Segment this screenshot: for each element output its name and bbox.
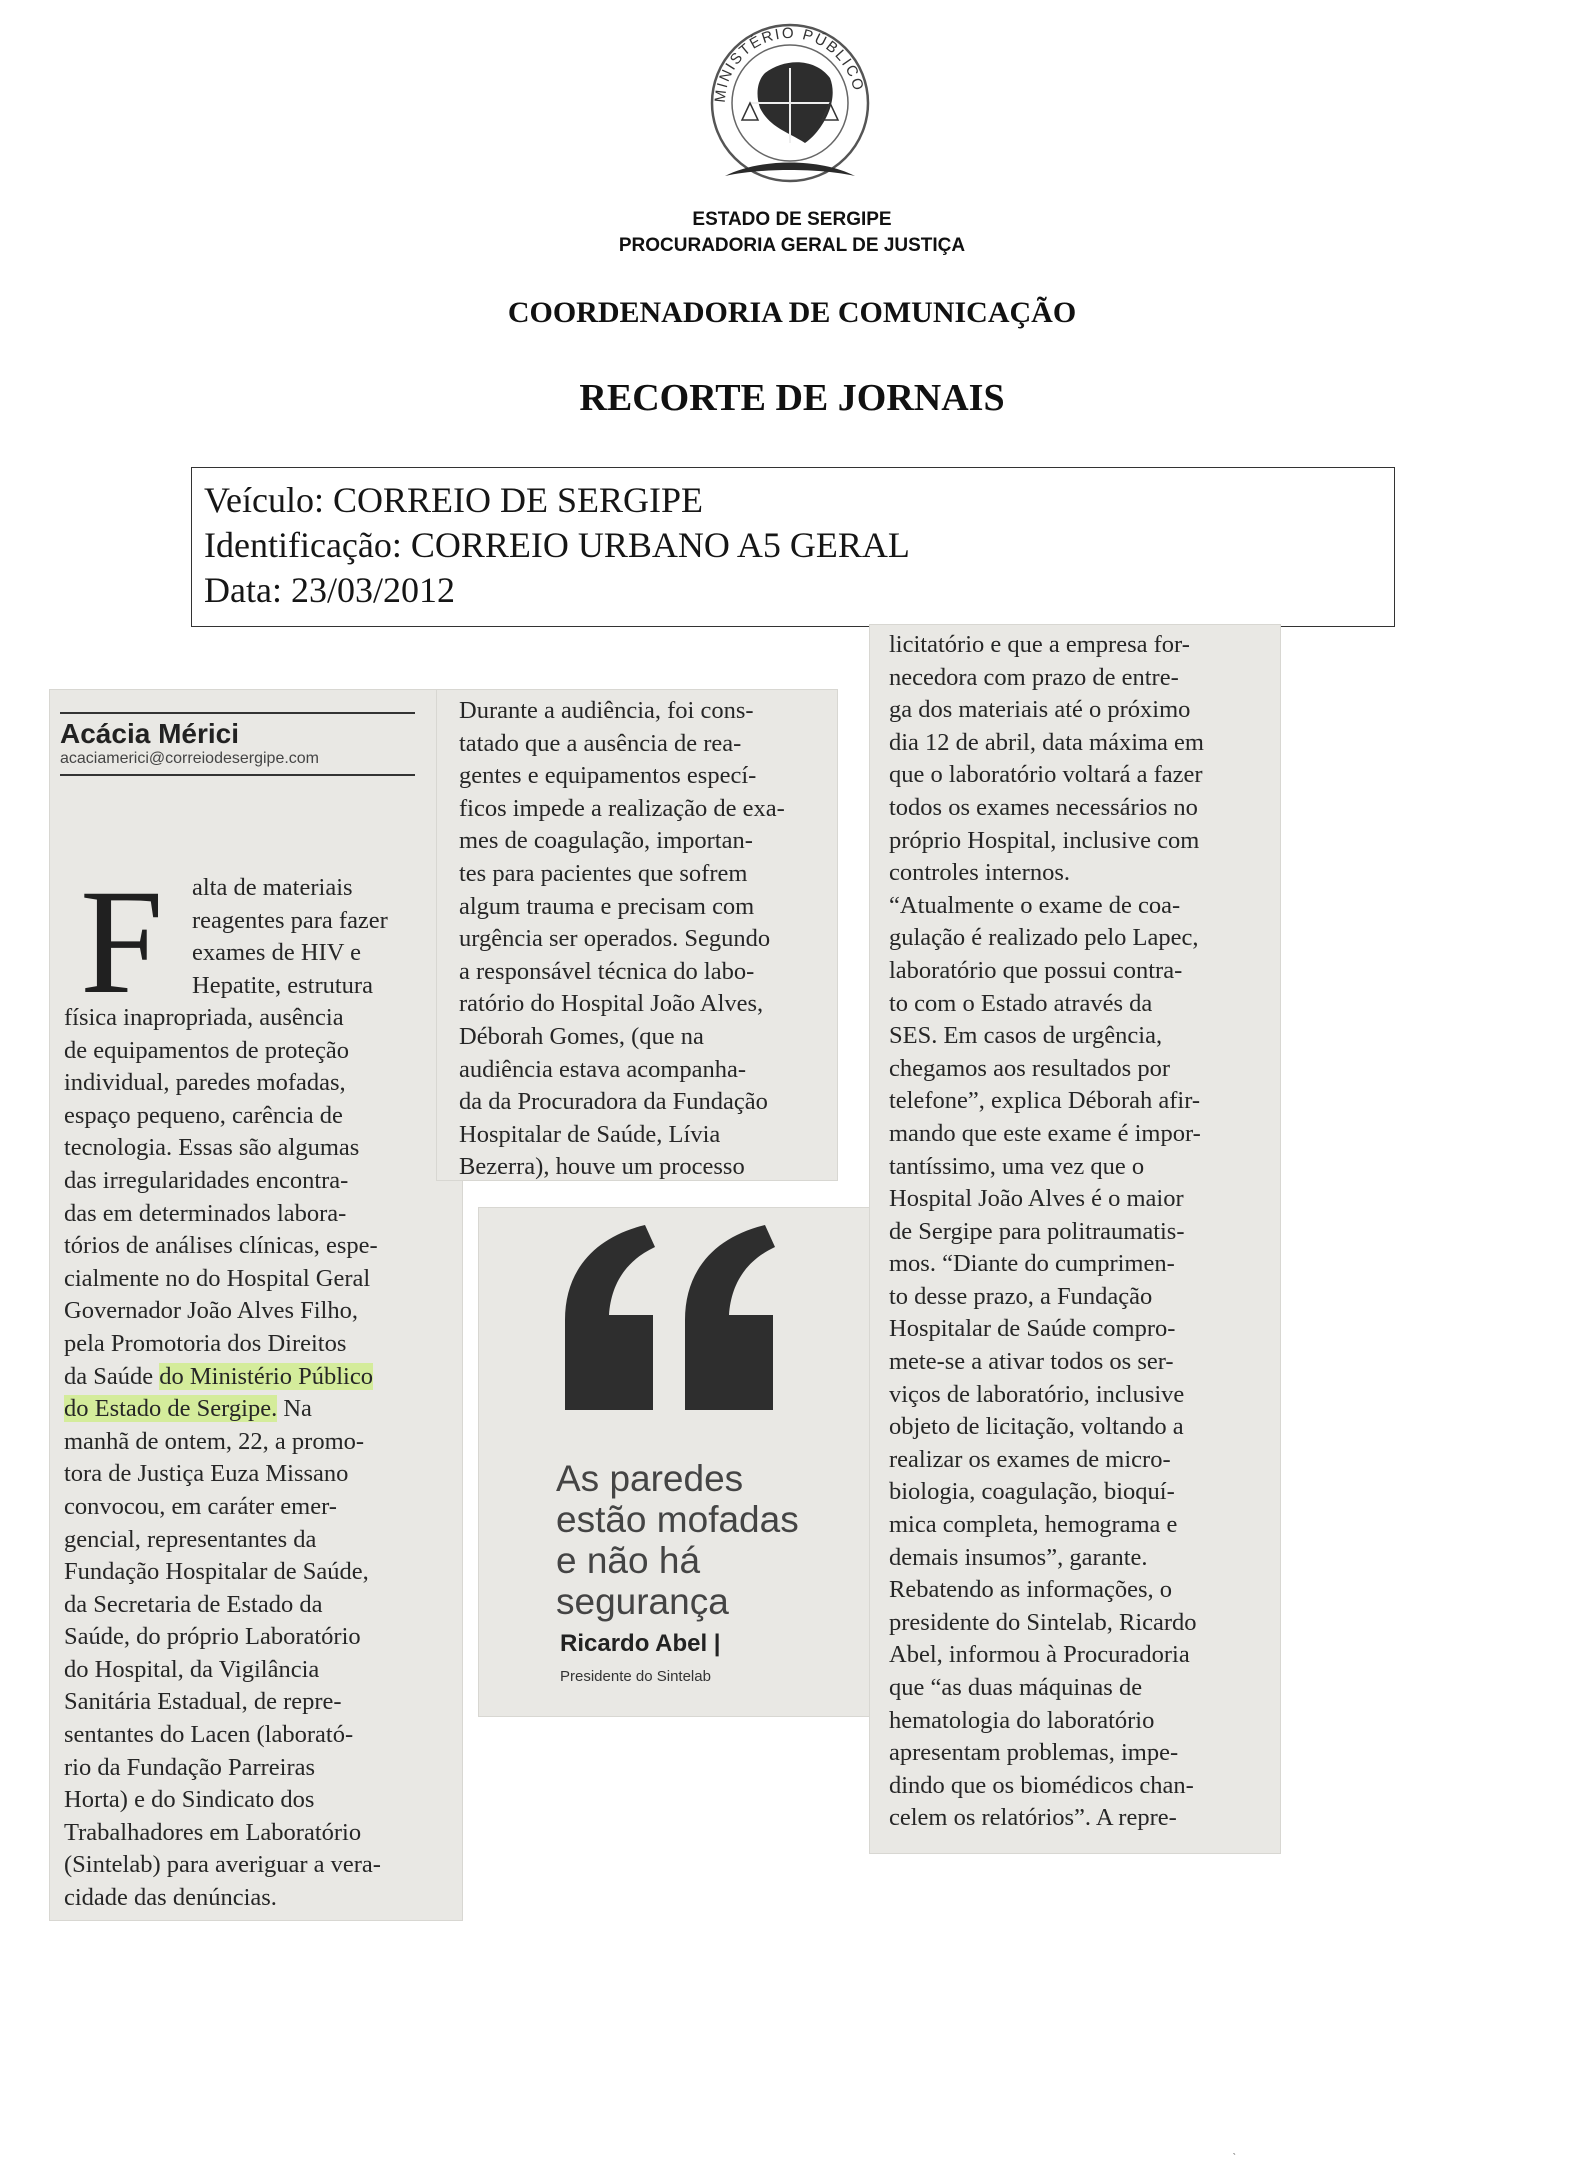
text-line: Hospitalar de Saúde compro- (889, 1315, 1176, 1343)
text-line: próprio Hospital, inclusive com (889, 826, 1200, 854)
text-line: física inapropriada, ausência (64, 1004, 344, 1031)
text-line: ga dos materiais até o próximo (889, 696, 1191, 724)
info-veiculo: Veículo: CORREIO DE SERGIPE (204, 480, 703, 520)
text-line: controles internos. (889, 859, 1070, 887)
text-line: que “as duas máquinas de (889, 1674, 1143, 1701)
text-line: ficos impede a realização de exa- (459, 794, 785, 822)
text-line: tantíssimo, uma vez que o (889, 1152, 1145, 1180)
text-line: viços de laboratório, inclusive (889, 1380, 1185, 1408)
text-line: laboratório que possui contra- (889, 956, 1183, 984)
text-line: a responsável técnica do labo- (459, 957, 755, 985)
text-line: do Hospital, da Vigilância (64, 1655, 320, 1683)
text-line: necedora com prazo de entre- (889, 663, 1179, 691)
text-line: gencial, representantes da (64, 1525, 317, 1553)
text-line: todos os exames necessários no (889, 793, 1198, 821)
text-line: celem os relatórios”. A repre- (889, 1804, 1177, 1832)
text-line: to com o Estado através da (889, 989, 1153, 1017)
text-line: gentes e equipamentos especí- (459, 762, 757, 790)
text-line: de equipamentos de proteção (64, 1036, 350, 1064)
text-line-highlighted (64, 1361, 427, 1394)
drop-cap: F (80, 859, 164, 1025)
quote-line: e não há (556, 1540, 701, 1581)
text-line: biologia, coagulação, bioquí- (889, 1478, 1175, 1506)
text-line: sentantes do Lacen (laborató- (64, 1721, 354, 1749)
text-line: rio da Fundação Parreiras (64, 1753, 316, 1781)
text-line: urgência ser operados. Segundo (459, 925, 771, 953)
text-line: objeto de licitação, voltando a (889, 1413, 1184, 1441)
quote-line: segurança (556, 1581, 729, 1622)
quote-author-role: Presidente do Sintelab (560, 1668, 711, 1685)
text-line: exames de HIV e (192, 939, 361, 967)
text-line: chegamos aos resultados por (889, 1054, 1170, 1082)
header-recorte: RECORTE DE JORNAIS (579, 377, 1005, 419)
text-line: to desse prazo, a Fundação (889, 1282, 1153, 1310)
text-line: convocou, em caráter emer- (64, 1492, 337, 1520)
text-line: tatado que a ausência de rea- (459, 729, 742, 757)
text-line: reagentes para fazer (192, 906, 388, 934)
text-line: hematologia do laboratório (889, 1706, 1155, 1734)
text-line: dindo que os biomédicos chan- (889, 1771, 1194, 1799)
column-3-body (889, 629, 1257, 1835)
text-line: “Atualmente o exame de coa- (889, 891, 1181, 919)
text-line: que o laboratório voltará a fazer (889, 761, 1203, 789)
column-2-body (459, 695, 829, 1184)
quote-line: As paredes (556, 1458, 744, 1499)
text-line: cialmente no do Hospital Geral (64, 1264, 371, 1292)
text-line: dia 12 de abril, data máxima em (889, 728, 1204, 756)
header-procuradoria: PROCURADORIA GERAL DE JUSTIÇA (618, 235, 966, 256)
pull-quote-text (556, 1458, 866, 1622)
text-line: da Secretaria de Estado da (64, 1590, 323, 1618)
highlighted-text: do Ministério Público (159, 1362, 373, 1390)
text-line: das em determinados labora- (64, 1199, 347, 1227)
text-line: Rebatendo as informações, o (889, 1576, 1173, 1604)
text-line: realizar os exames de micro- (889, 1445, 1171, 1473)
column-1-intro (192, 872, 427, 1002)
quote-author-name: Ricardo Abel | (560, 1630, 721, 1657)
text-line: gulação é realizado pelo Lapec, (889, 924, 1199, 952)
text-line: espaço pequeno, carência de (64, 1101, 343, 1129)
header-state: ESTADO DE SERGIPE (692, 209, 892, 230)
text-fragment: Na (277, 1395, 312, 1423)
info-data: Data: 23/03/2012 (204, 570, 455, 610)
column-1-body (64, 1002, 427, 1915)
text-line: mes de coagulação, importan- (459, 827, 753, 855)
text-line: Sanitária Estadual, de repre- (64, 1688, 342, 1716)
text-line: mando que este exame é impor- (889, 1119, 1201, 1147)
text-line: Déborah Gomes, (que na (459, 1022, 704, 1050)
text-line: mica completa, hemograma e (889, 1511, 1178, 1539)
text-line: apresentam problemas, impe- (889, 1739, 1179, 1767)
text-line: da da Procuradora da Fundação (459, 1088, 768, 1116)
text-line: Horta) e do Sindicato dos (64, 1786, 315, 1814)
text-line: tecnologia. Essas são algumas (64, 1134, 360, 1162)
text-line: Hepatite, estrutura (192, 971, 373, 999)
text-line: licitatório e que a empresa for- (889, 631, 1190, 658)
info-identificacao: Identificação: CORREIO URBANO A5 GERAL (204, 525, 910, 565)
text-fragment: da Saúde (64, 1362, 160, 1390)
quotation-mark-icon (545, 1225, 790, 1410)
seal-text: MINISTÉRIO PÚBLICO (711, 24, 868, 104)
author-block (60, 712, 415, 776)
text-line: ratório do Hospital João Alves, (459, 990, 764, 1018)
author-name: Acácia Mérici (60, 718, 239, 749)
text-line: Hospital João Alves é o maior (889, 1185, 1184, 1213)
text-line: de Sergipe para politraumatis- (889, 1217, 1185, 1245)
clipping-info-box (191, 467, 1395, 627)
text-line: demais insumos”, garante. (889, 1543, 1148, 1571)
text-line: manhã de ontem, 22, a promo- (64, 1427, 365, 1455)
text-line: das irregularidades encontra- (64, 1166, 349, 1194)
text-line: telefone”, explica Déborah afir- (889, 1087, 1201, 1115)
ministerio-publico-seal (690, 8, 890, 198)
text-line-highlighted (64, 1393, 427, 1426)
text-line: Hospitalar de Saúde, Lívia (459, 1120, 721, 1148)
text-line: Abel, informou à Procuradoria (889, 1641, 1190, 1669)
text-line: audiência estava acompanha- (459, 1055, 747, 1083)
text-line: individual, paredes mofadas, (64, 1069, 346, 1097)
text-line: presidente do Sintelab, Ricardo (889, 1608, 1197, 1636)
text-line: Durante a audiência, foi cons- (459, 697, 754, 724)
text-line: mete-se a ativar todos os ser- (889, 1348, 1174, 1376)
text-line: Saúde, do próprio Laboratório (64, 1623, 361, 1651)
author-email: acaciamerici@correiodesergipe.com (60, 750, 415, 776)
text-line: pela Promotoria dos Direitos (64, 1329, 347, 1357)
text-line: tórios de análises clínicas, espe- (64, 1232, 378, 1260)
text-line: tes para pacientes que sofrem (459, 859, 748, 887)
text-line: (Sintelab) para averiguar a vera- (64, 1851, 381, 1879)
header-coordenadoria: COORDENADORIA DE COMUNICAÇÃO (507, 296, 1077, 329)
text-line: tora de Justiça Euza Missano (64, 1460, 349, 1488)
scan-mark: ˋ (1232, 2150, 1237, 2166)
quote-line: estão mofadas (556, 1499, 799, 1540)
highlighted-text: do Estado de Sergipe. (64, 1395, 278, 1423)
text-line: alta de materiais (192, 874, 353, 901)
text-line: Bezerra), houve um processo (459, 1153, 745, 1181)
text-line: algum trauma e precisam com (459, 892, 755, 920)
text-line: SES. Em casos de urgência, (889, 1022, 1163, 1050)
text-line: Governador João Alves Filho, (64, 1297, 358, 1325)
text-line: mos. “Diante do cumprimen- (889, 1250, 1175, 1278)
text-line: Trabalhadores em Laboratório (64, 1818, 362, 1846)
text-line: Fundação Hospitalar de Saúde, (64, 1558, 369, 1586)
text-line: cidade das denúncias. (64, 1884, 277, 1912)
